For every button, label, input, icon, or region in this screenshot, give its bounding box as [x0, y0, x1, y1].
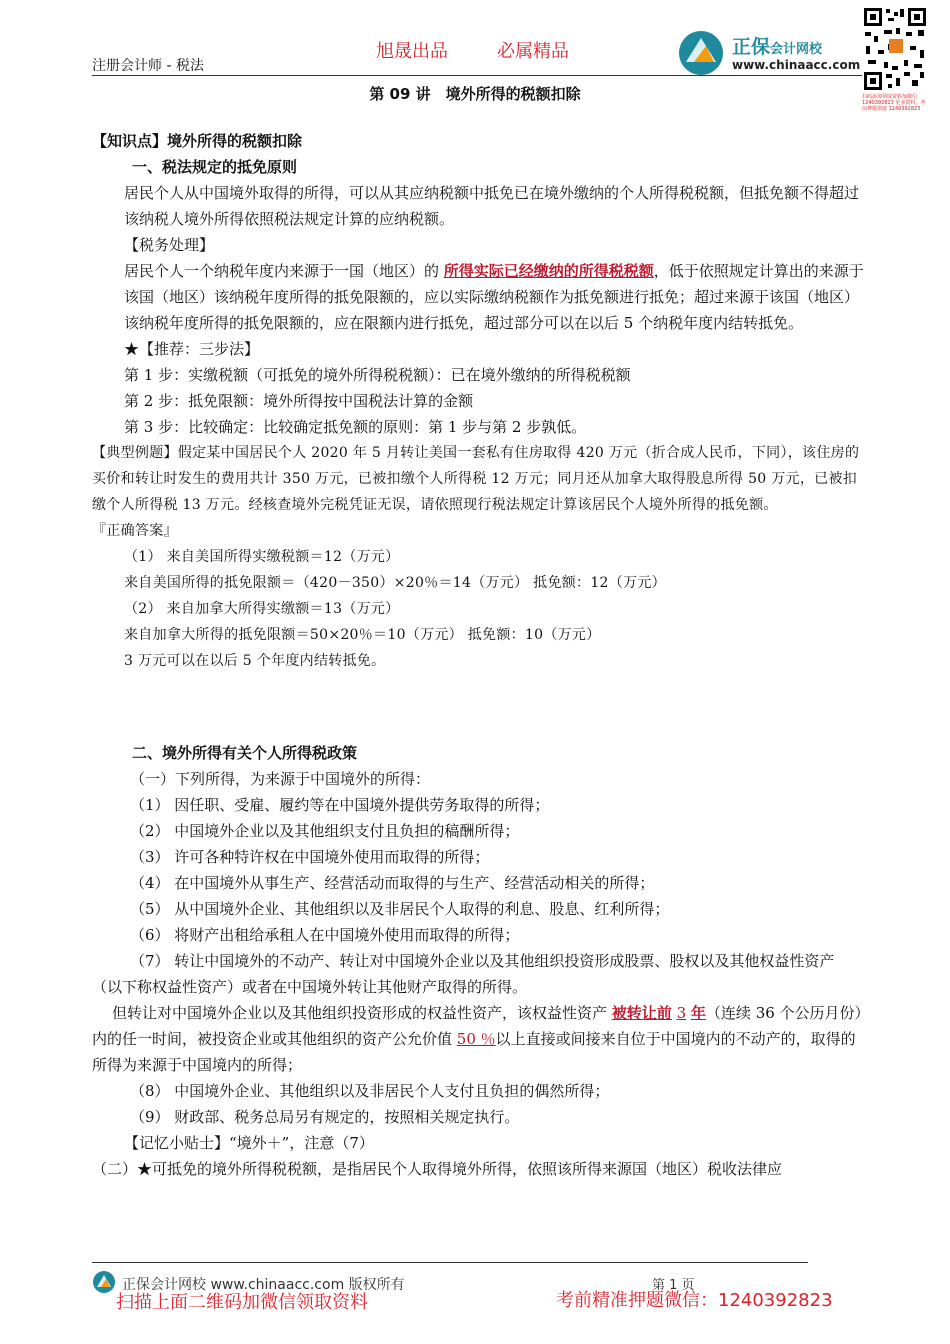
paragraph-1: 居民个人从中国境外取得的所得，可以从其应纳税额中抵免已在境外缴纳的个人所得税税额，但抵免额不得超过该纳税人境外所得依照税法规定计算的应纳税额。 [124, 184, 860, 228]
subsection-1-title: （一）下列所得，为来源于中国境外的所得： [130, 770, 431, 788]
paragraph-3-b: （连续 36 个公历月份）内的任一时间，被投资企业或其他组织的资产公允价值 [92, 1004, 863, 1048]
list-item: （7） 转让中国境外的不动产、转让对中国境外企业以及其他组织投资形成股票、股权以及其他权益性资产（以下称权益性资产）或者在中国境外转让其他财产取得的所得。 [92, 952, 835, 996]
slogan-right: 必属精品 [497, 41, 569, 62]
highlight-actual-tax: 所得实际已经缴纳的所得税税额 [443, 262, 654, 280]
answer-line-3: （2） 来自加拿大所得实缴额＝13（万元） [124, 601, 400, 617]
section-2-title: 二、境外所得有关个人所得税政策 [132, 744, 358, 762]
slogan-left: 旭晟出品 [376, 41, 448, 62]
course-label: 注册会计师 - 税法 [92, 58, 204, 74]
knowledge-point-title: 【知识点】境外所得的税额扣除 [92, 132, 303, 150]
answer-line-5: 3 万元可以在以后 5 个年度内结转抵免。 [124, 653, 386, 669]
highlight-fifty-percent: 50 ％ [456, 1030, 496, 1048]
qr-note: 扫码添加领取资料加微信 1240392823 更多资料，考前押题领取 1240392823 [862, 94, 926, 112]
subsection-2-title: （二）★可抵免的境外所得税税额，是指居民个人取得境外所得，依照该所得来源国（地区）税收法律应 [92, 1160, 783, 1178]
paragraph-2 [92, 258, 864, 336]
brand-url: www.chinaacc.com [732, 58, 861, 72]
list-item: （6） 将财产出租给承租人在中国境外使用而取得的所得； [130, 926, 520, 944]
page-number: 第 1 页 [652, 1278, 695, 1293]
paragraph-2-b: ，低于依照规定计算出的来源于该国（地区）该纳税年度所得的抵免限额的，应以实际缴纳税额作为抵免额进行抵免；超过来源于该国（地区）该纳税年度所得的抵免限额的，应在限额内进行抵免，超过部分可以在以后 5 个纳税年度内结转抵免。 [124, 262, 864, 332]
promo-left: 扫描上面二维码加微信领取资料 [116, 1292, 368, 1313]
footer-divider [92, 1262, 808, 1263]
list-item: （5） 从中国境外企业、其他组织以及非居民个人取得的利息、股息、红利所得； [130, 900, 670, 918]
list-item: （1） 因任职、受雇、履约等在中国境外提供劳务取得的所得； [130, 796, 550, 814]
brand-sub: 会计网校 [770, 42, 823, 57]
step-2: 第 2 步：抵免限额：境外所得按中国税法计算的金额 [124, 392, 474, 410]
memory-tip: 【记忆小贴士】“境外＋”，注意（7） [124, 1134, 374, 1152]
step-1: 第 1 步：实缴税额（可抵免的境外所得税税额）：已在境外缴纳的所得税税额 [124, 366, 631, 384]
list-item: （8） 中国境外企业、其他组织以及非居民个人支付且负担的偶然所得； [130, 1082, 610, 1100]
footer-copyright: 正保会计网校 www.chinaacc.com 版权所有 [122, 1277, 405, 1293]
footer-logo-icon [92, 1270, 116, 1294]
brand-logo-icon [676, 28, 726, 78]
paragraph-3-c: 以上直接或间接来自位于中国境内的不动产的，取得的所得为来源于中国境内的所得； [92, 1030, 856, 1074]
lecture-title: 第 09 讲 境外所得的税额扣除 [369, 85, 581, 103]
answer-line-2: 来自美国所得的抵免限额＝（420－350）×20％＝14（万元） 抵免额：12（万元） [124, 575, 666, 591]
document-body [92, 128, 864, 1182]
answer-line-1: （1） 来自美国所得实缴税额＝12（万元） [124, 549, 400, 565]
step-3: 第 3 步：比较确定：比较确定抵免额的原则：第 1 步与第 2 步孰低。 [124, 418, 587, 436]
header-divider [92, 75, 862, 76]
recommend-label: ★【推荐：三步法】 [124, 340, 260, 358]
list-item: （3） 许可各种特许权在中国境外使用而取得的所得； [130, 848, 490, 866]
list-item: （2） 中国境外企业以及其他组织支付且负担的稿酬所得； [130, 822, 520, 840]
list-item: （4） 在中国境外从事生产、经营活动而取得的与生产、经营活动相关的所得； [130, 874, 655, 892]
brand-logo[interactable] [676, 28, 866, 80]
answer-line-4: 来自加拿大所得的抵免限额＝50×20％＝10（万元） 抵免额：10（万元） [124, 627, 601, 643]
qr-code-icon [862, 6, 928, 92]
tax-handling-label: 【税务处理】 [124, 236, 215, 254]
example-question: 【典型例题】假定某中国居民个人 2020 年 5 月转让美国一套私有住房取得 420 万元（折合成人民币，下同），该住房的买价和转让时发生的费用共计 350 万元，已被扣缴个人所得税 12 万元；同月还从加拿大取得股息所得 50 万元，已被扣缴个人所得税 13 万元。经核查境外完税凭证无误，请依照现行税法规定计算该居民个人境外所得的抵免额。 [92, 445, 860, 513]
paragraph-3 [92, 1000, 864, 1078]
paragraph-2-a: 居民个人一个纳税年度内来源于一国（地区）的 [124, 262, 444, 280]
section-1-title: 一、税法规定的抵免原则 [132, 158, 298, 176]
paragraph-3-a: 但转让对中国境外企业以及其他组织投资形成的权益性资产，该权益性资产 [112, 1004, 612, 1022]
highlight-before-transfer: 被转让前 [611, 1004, 672, 1022]
list-item: （9） 财政部、税务总局另有规定的，按照相关规定执行。 [130, 1108, 520, 1126]
answer-label: 『正确答案』 [92, 523, 178, 539]
brand-name: 正保 [732, 36, 771, 58]
highlight-years: 年 [690, 1004, 706, 1022]
section-gap [92, 674, 864, 740]
highlight-three: 3 [676, 1004, 687, 1022]
promo-right: 考前精准押题微信：1240392823 [556, 1290, 833, 1311]
